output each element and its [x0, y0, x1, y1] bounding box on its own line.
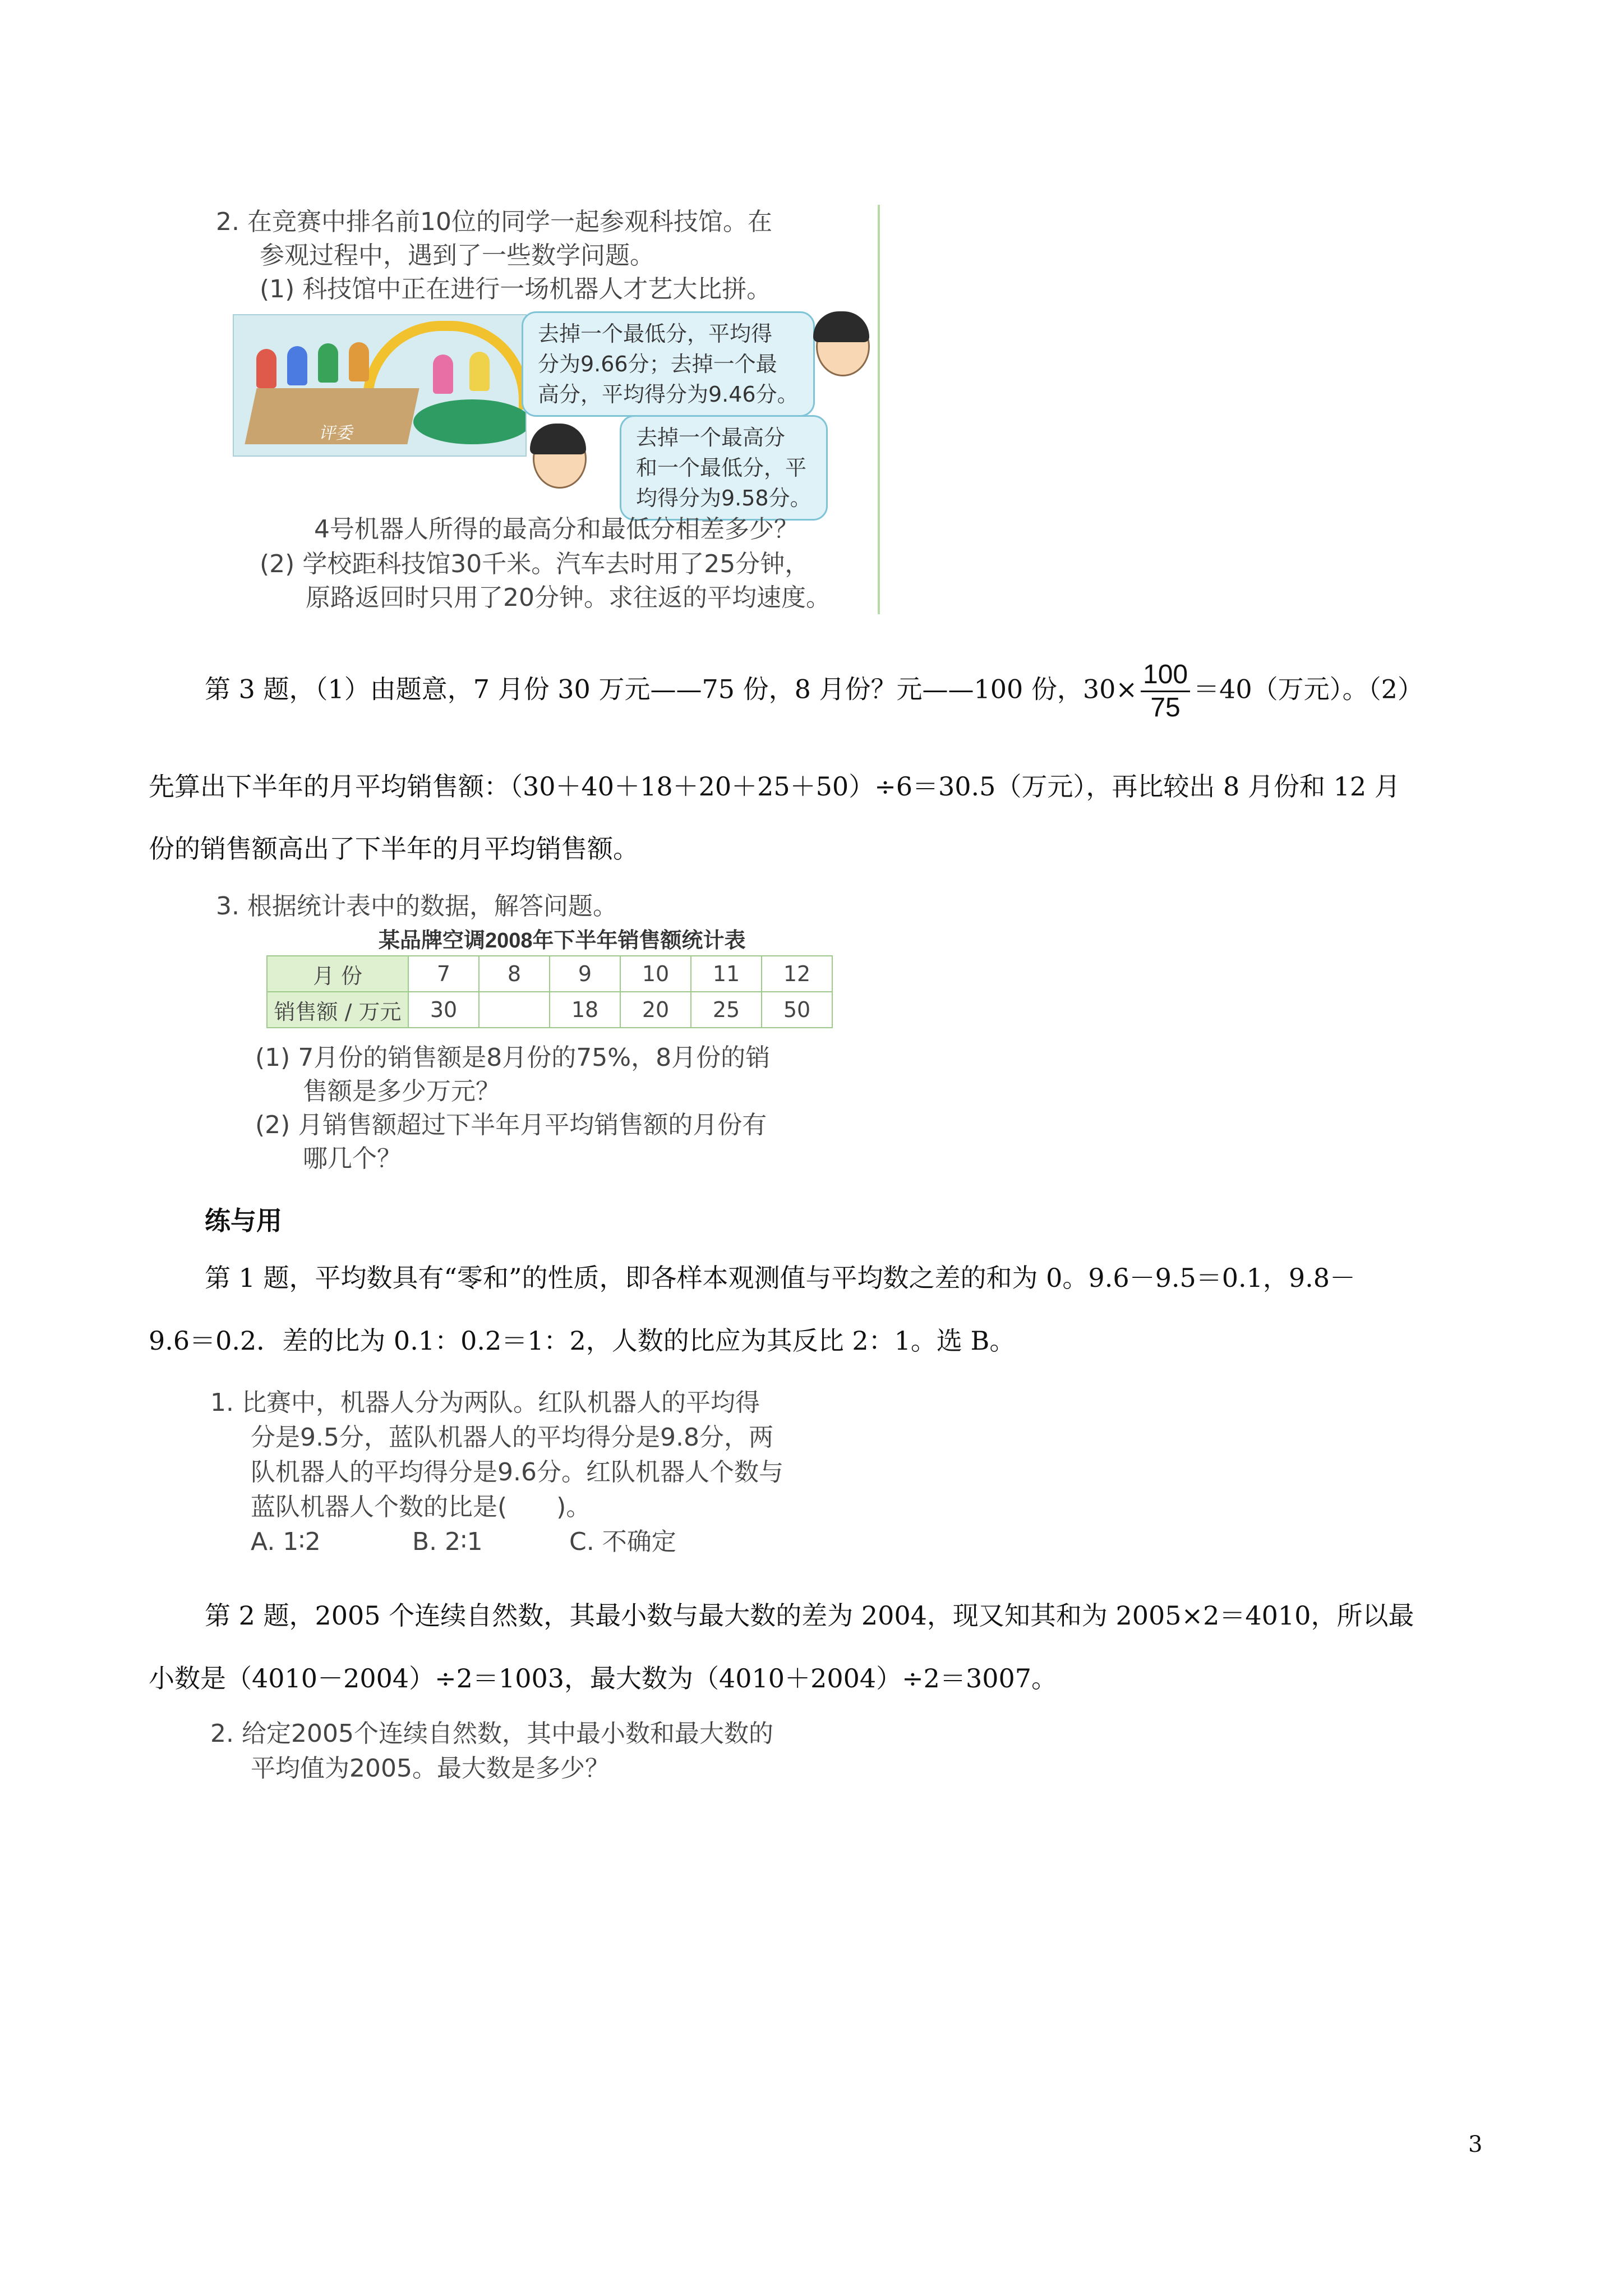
month-cell: 12 — [762, 956, 832, 992]
bubble2-line: 去掉一个最高分 — [636, 425, 786, 450]
judge-figure — [318, 343, 338, 383]
sales-cell: 18 — [550, 992, 620, 1028]
practice1-line1: 1. 比赛中，机器人分为两队。红队机器人的平均得 — [210, 1388, 760, 1417]
boy-avatar — [816, 317, 870, 376]
para2-line1: 第 1 题，平均数具有“零和”的性质，即各样本观测值与平均数之差的和为 0。9.6－9.5＝0.1，9.8－ — [205, 1263, 1356, 1293]
section-heading: 练与用 — [205, 1205, 282, 1236]
option-c: C. 不确定 — [569, 1527, 676, 1556]
bubble1-line: 高分，平均得分为9.46分。 — [538, 382, 799, 407]
q2-line2: 参观过程中，遇到了一些数学问题。 — [260, 241, 654, 270]
bubble1-line: 分为9.66分；去掉一个最 — [538, 352, 777, 376]
practice1-line3: 队机器人的平均得分是9.6分。红队机器人个数与 — [251, 1458, 783, 1487]
textbook-figure-problem-2 — [216, 205, 880, 614]
fraction-denominator: 75 — [1150, 693, 1181, 723]
q3-sub2-line1: (2) 月销售额超过下半年月平均销售额的月份有 — [255, 1111, 767, 1139]
fraction-numerator: 100 — [1141, 659, 1190, 692]
sales-cell: 30 — [408, 992, 479, 1028]
q2-sub2-line1: (2) 学校距科技馆30千米。汽车去时用了25分钟， — [260, 550, 810, 578]
para2-line2: 9.6＝0.2．差的比为 0.1：0.2＝1：2，人数的比应为其反比 2：1。选 B。 — [149, 1326, 1016, 1356]
q3-sub1-line1: (1) 7月份的销售额是8月份的75%，8月份的销 — [255, 1043, 771, 1072]
boy-hair — [813, 311, 869, 342]
row-header-sales: 销售额 / 万元 — [267, 992, 408, 1028]
speech-bubble-boy — [522, 311, 815, 417]
table-title: 某品牌空调2008年下半年销售额统计表 — [379, 929, 746, 953]
q2-sub2-line2: 原路返回时只用了20分钟。求往返的平均速度。 — [306, 583, 831, 612]
textbook-figure-problem-3 — [216, 889, 861, 1181]
q3-sub2-line2: 哪几个？ — [303, 1144, 402, 1173]
practice2-line1: 2. 给定2005个连续自然数，其中最小数和最大数的 — [210, 1719, 773, 1748]
girl-avatar — [533, 429, 587, 489]
bubble2-line: 均得分为9.58分。 — [636, 486, 811, 510]
q2-question: 4号机器人所得的最高分和最低分相差多少？ — [314, 515, 799, 544]
sales-cell: 20 — [620, 992, 691, 1028]
sales-cell — [479, 992, 550, 1028]
q2-line1: 2. 在竞赛中排名前10位的同学一起参观科技馆。在 — [216, 208, 772, 236]
girl-hair — [530, 424, 586, 454]
fraction-100-over-75 — [1141, 659, 1190, 724]
practice2-line2: 平均值为2005。最大数是多少？ — [251, 1754, 610, 1783]
judges-sign: 评委 — [317, 424, 356, 443]
textbook-figure-practice-2 — [210, 1717, 883, 1795]
page-number: 3 — [1468, 2132, 1483, 2157]
sales-cell: 50 — [762, 992, 832, 1028]
month-cell: 7 — [408, 956, 479, 992]
sales-table — [266, 955, 833, 1028]
table-row-sales — [267, 992, 832, 1028]
judge-figure — [349, 342, 369, 381]
option-b: B. 2∶1 — [412, 1527, 483, 1556]
bubble2-line: 和一个最低分，平 — [636, 455, 807, 480]
speech-bubble-girl — [620, 415, 828, 521]
month-cell: 9 — [550, 956, 620, 992]
para1-text-after-fraction: ＝40（万元）。（2） — [1193, 674, 1423, 705]
month-cell: 8 — [479, 956, 550, 992]
judges-desk — [245, 388, 419, 444]
textbook-figure-practice-1 — [210, 1386, 883, 1576]
stage-floor — [413, 399, 527, 444]
robot-figure — [469, 352, 490, 391]
para3-line2: 小数是（4010－2004）÷2＝1003，最大数为（4010＋2004）÷2＝3007。 — [149, 1663, 1058, 1694]
robot-figure — [433, 355, 453, 394]
table-row-months — [267, 956, 832, 992]
row-header-month: 月 份 — [267, 956, 408, 992]
q3-title: 3. 根据统计表中的数据，解答问题。 — [216, 892, 617, 921]
judge-figure — [256, 349, 276, 388]
bubble1-line: 去掉一个最低分，平均得 — [538, 321, 773, 346]
month-cell: 11 — [691, 956, 762, 992]
para3-line1: 第 2 题，2005 个连续自然数，其最小数与最大数的差为 2004，现又知其和为 2005×2＝4010，所以最 — [205, 1600, 1414, 1631]
month-cell: 10 — [620, 956, 691, 992]
para1-line1 — [205, 659, 1423, 724]
para1-text-before-fraction: 第 3 题，（1）由题意，7 月份 30 万元——75 份，8 月份？元——100 份，30× — [205, 674, 1137, 705]
q3-sub1-line2: 售额是多少万元？ — [303, 1077, 500, 1106]
practice1-line2: 分是9.5分，蓝队机器人的平均得分是9.8分，两 — [251, 1423, 773, 1452]
practice1-line4: 蓝队机器人个数的比是( )。 — [251, 1493, 591, 1521]
judge-figure — [287, 346, 307, 385]
sales-cell: 25 — [691, 992, 762, 1028]
robot-contest-illustration — [233, 314, 527, 457]
para1-line3: 份的销售额高出了下半年的月平均销售额。 — [149, 834, 639, 864]
option-a: A. 1∶2 — [251, 1527, 321, 1556]
para1-line2: 先算出下半年的月平均销售额：（30＋40＋18＋20＋25＋50）÷6＝30.5（万元），再比较出 8 月份和 12 月 — [149, 771, 1400, 802]
q2-sub1: (1) 科技馆中正在进行一场机器人才艺大比拼。 — [260, 275, 772, 303]
